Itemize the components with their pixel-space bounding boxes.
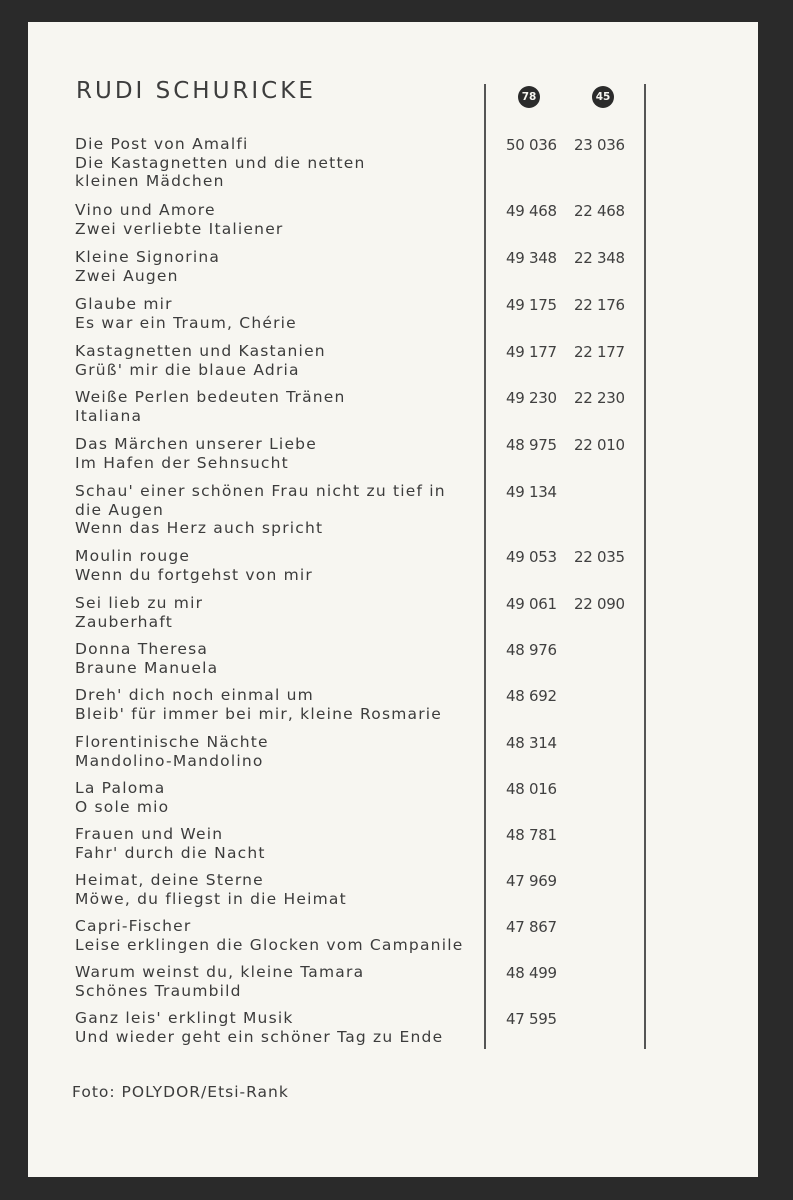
song-entry — [75, 733, 475, 770]
song-title: Wenn das Herz auch spricht — [75, 519, 324, 537]
song-title: Sei lieb zu mir — [75, 594, 204, 612]
song-entry — [75, 917, 475, 954]
catalog-number-45: 23 036 — [574, 136, 625, 154]
song-title: Wenn du fortgehst von mir — [75, 565, 313, 584]
song-title: Zauberhaft — [75, 612, 173, 631]
song-title: O sole mio — [75, 797, 170, 816]
song-entry — [75, 435, 475, 472]
song-title: Bleib' für immer bei mir, kleine Rosmarie — [75, 704, 443, 723]
catalog-number-78: 48 499 — [506, 964, 557, 982]
song-title: Das Märchen unserer Liebe — [75, 435, 317, 453]
song-title: Grüß' mir die blaue Adria — [75, 360, 300, 379]
artist-name: RUDI SCHURICKE — [76, 78, 316, 104]
song-entry — [75, 295, 475, 332]
catalog-number-78: 50 036 — [506, 136, 557, 154]
catalog-number-45: 22 177 — [574, 343, 625, 361]
catalog-number-45: 22 468 — [574, 202, 625, 220]
song-title: Zwei verliebte Italiener — [75, 219, 284, 238]
song-entry — [75, 963, 475, 1000]
catalog-number-78: 49 061 — [506, 595, 557, 613]
song-title: Zwei Augen — [75, 266, 179, 285]
catalog-number-78: 47 969 — [506, 872, 557, 890]
song-title: Es war ein Traum, Chérie — [75, 313, 297, 332]
catalog-number-78: 49 348 — [506, 249, 557, 267]
catalog-number-45: 22 176 — [574, 296, 625, 314]
record-catalog-card — [28, 22, 758, 1177]
song-entry — [75, 547, 475, 584]
catalog-number-78: 49 468 — [506, 202, 557, 220]
song-entry — [75, 135, 475, 191]
song-entry — [75, 201, 475, 238]
catalog-number-78: 49 175 — [506, 296, 557, 314]
catalog-number-78: 48 975 — [506, 436, 557, 454]
song-title: Braune Manuela — [75, 658, 219, 677]
song-title: Ganz leis' erklingt Musik — [75, 1009, 294, 1027]
song-title: Weiße Perlen bedeuten Tränen — [75, 388, 346, 406]
song-title: Und wieder geht ein schöner Tag zu Ende — [75, 1027, 444, 1046]
song-entry — [75, 248, 475, 285]
catalog-number-78: 48 314 — [506, 734, 557, 752]
catalog-number-78: 48 016 — [506, 780, 557, 798]
catalog-number-78: 47 595 — [506, 1010, 557, 1028]
song-entry — [75, 825, 475, 862]
catalog-number-45: 22 010 — [574, 436, 625, 454]
catalog-number-45: 22 348 — [574, 249, 625, 267]
catalog-number-45: 22 035 — [574, 548, 625, 566]
column-divider-right — [644, 84, 646, 1049]
photo-credit: Foto: POLYDOR/Etsi-Rank — [72, 1083, 289, 1101]
catalog-number-45: 22 230 — [574, 389, 625, 407]
rpm-45-badge-icon: 45 — [592, 86, 614, 108]
song-title: Möwe, du fliegst in die Heimat — [75, 889, 347, 908]
rpm-78-badge-icon: 78 — [518, 86, 540, 108]
catalog-number-78: 49 134 — [506, 483, 557, 501]
song-title: Die Kastagnetten und die netten — [75, 153, 366, 172]
catalog-number-78: 47 867 — [506, 918, 557, 936]
catalog-number-78: 49 177 — [506, 343, 557, 361]
song-title: Warum weinst du, kleine Tamara — [75, 963, 365, 981]
song-title: Fahr' durch die Nacht — [75, 843, 266, 862]
song-title: Vino und Amore — [75, 201, 216, 219]
song-title: La Paloma — [75, 779, 166, 797]
song-title: Kastagnetten und Kastanien — [75, 342, 326, 360]
song-entry — [75, 686, 475, 723]
song-title: Capri-Fischer — [75, 917, 192, 935]
catalog-number-78: 49 230 — [506, 389, 557, 407]
song-entry — [75, 482, 475, 538]
song-title: Florentinische Nächte — [75, 733, 269, 751]
song-entry — [75, 871, 475, 908]
song-title: Mandolino-Mandolino — [75, 751, 264, 770]
song-title: Kleine Signorina — [75, 248, 221, 266]
song-title: Italiana — [75, 406, 143, 425]
song-title: Schönes Traumbild — [75, 981, 242, 1000]
catalog-number-78: 48 692 — [506, 687, 557, 705]
song-title: kleinen Mädchen — [75, 172, 225, 190]
song-title: Leise erklingen die Glocken vom Campanile — [75, 935, 464, 954]
song-title: Schau' einer schönen Frau nicht zu tief in — [75, 482, 446, 500]
catalog-number-45: 22 090 — [574, 595, 625, 613]
song-title: Dreh' dich noch einmal um — [75, 686, 314, 704]
song-title: Donna Theresa — [75, 640, 209, 658]
catalog-number-78: 48 781 — [506, 826, 557, 844]
column-divider-left — [484, 84, 486, 1049]
song-title: Die Post von Amalfi — [75, 135, 249, 153]
catalog-number-78: 49 053 — [506, 548, 557, 566]
song-title: Heimat, deine Sterne — [75, 871, 264, 889]
song-title: Moulin rouge — [75, 547, 191, 565]
song-title: Glaube mir — [75, 295, 173, 313]
song-entry — [75, 342, 475, 379]
song-entry — [75, 779, 475, 816]
song-entry — [75, 640, 475, 677]
song-title: die Augen — [75, 500, 165, 519]
song-entry — [75, 1009, 475, 1046]
song-entry — [75, 388, 475, 425]
catalog-number-78: 48 976 — [506, 641, 557, 659]
song-entry — [75, 594, 475, 631]
song-title: Frauen und Wein — [75, 825, 224, 843]
song-title: Im Hafen der Sehnsucht — [75, 453, 289, 472]
